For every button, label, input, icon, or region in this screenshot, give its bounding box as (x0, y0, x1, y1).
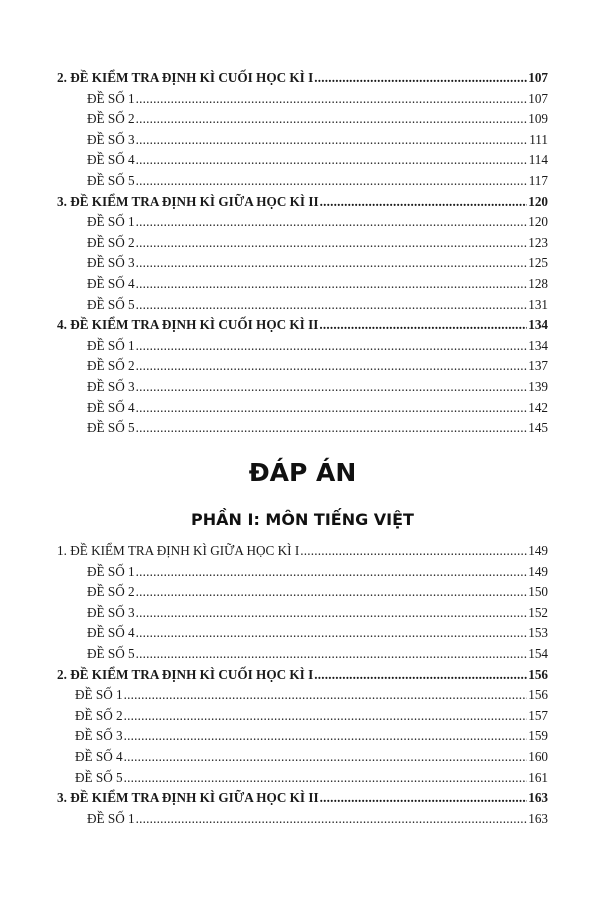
toc-page-number: 163 (528, 810, 548, 826)
toc-entry-label: 3. ĐỀ KIỂM TRA ĐỊNH KÌ GIỮA HỌC KÌ II (57, 193, 319, 209)
toc-entry-label: ĐỀ SỐ 1 (87, 90, 135, 106)
toc-section-entry[interactable] (57, 315, 548, 336)
dot-leader (136, 356, 528, 377)
toc-page-number: 134 (528, 317, 548, 333)
toc-subentry[interactable] (57, 130, 548, 151)
toc-page-number: 161 (528, 769, 548, 785)
dot-leader (136, 336, 528, 357)
dot-leader (124, 768, 528, 789)
toc-page-number: 157 (528, 707, 548, 723)
toc-page-number: 107 (528, 90, 548, 106)
toc-entry-label: ĐỀ SỐ 3 (87, 131, 135, 147)
dot-leader (136, 171, 528, 192)
toc-entry-label: ĐỀ SỐ 3 (87, 604, 135, 620)
toc-list-top (57, 68, 548, 439)
dot-leader (136, 109, 528, 130)
toc-list-answers (57, 541, 548, 829)
toc-page-number: 149 (528, 563, 548, 579)
toc-subentry[interactable] (57, 233, 548, 254)
toc-page-number: 145 (528, 420, 548, 436)
toc-subentry[interactable] (57, 706, 548, 727)
dot-leader (136, 274, 528, 295)
toc-subentry[interactable] (57, 212, 548, 233)
toc-page-number: 137 (528, 358, 548, 374)
toc-page-number: 142 (528, 399, 548, 415)
toc-page-number: 131 (528, 296, 548, 312)
toc-entry-label: ĐỀ SỐ 4 (87, 275, 135, 291)
toc-page-number: 163 (528, 790, 548, 806)
toc-page-number: 123 (528, 234, 548, 250)
dot-leader (136, 418, 528, 439)
dot-leader (314, 68, 527, 89)
toc-subentry[interactable] (57, 768, 548, 789)
toc-subentry[interactable] (57, 562, 548, 583)
dot-leader (319, 315, 527, 336)
dot-leader (124, 706, 528, 727)
toc-subentry[interactable] (57, 726, 548, 747)
toc-entry-label: ĐỀ SỐ 2 (87, 358, 135, 374)
toc-entry-label: 2. ĐỀ KIỂM TRA ĐỊNH KÌ CUỐI HỌC KÌ I (57, 666, 314, 682)
toc-entry-label: ĐỀ SỐ 4 (87, 625, 135, 641)
toc-subentry[interactable] (57, 747, 548, 768)
toc-subentry[interactable] (57, 336, 548, 357)
toc-subentry[interactable] (57, 603, 548, 624)
toc-page-number: 117 (528, 172, 548, 188)
toc-entry-label: 2. ĐỀ KIỂM TRA ĐỊNH KÌ CUỐI HỌC KÌ I (57, 70, 314, 85)
toc-subentry[interactable] (57, 274, 548, 295)
toc-page-number: 107 (528, 70, 548, 85)
toc-page-number: 139 (528, 378, 548, 394)
toc-page-number: 150 (528, 584, 548, 600)
dot-leader (136, 150, 528, 171)
toc-page-number: 152 (528, 604, 548, 620)
answers-title: ĐÁP ÁN (248, 458, 357, 487)
toc-entry-label: ĐỀ SỐ 1 (75, 687, 123, 703)
toc-subentry[interactable] (57, 418, 548, 439)
toc-entry-label: ĐỀ SỐ 3 (75, 728, 123, 744)
toc-entry-label: ĐỀ SỐ 1 (87, 810, 135, 826)
toc-subentry[interactable] (57, 356, 548, 377)
toc-page-number: 153 (528, 625, 548, 641)
dot-leader (136, 809, 528, 830)
toc-page-number: 114 (528, 152, 548, 168)
dot-leader (320, 788, 528, 809)
toc-subentry[interactable] (57, 377, 548, 398)
dot-leader (136, 398, 528, 419)
dot-leader (136, 603, 528, 624)
toc-subentry[interactable] (57, 171, 548, 192)
toc-section-entry[interactable] (57, 665, 548, 686)
toc-page-number: 134 (528, 337, 548, 353)
dot-leader (136, 582, 528, 603)
toc-subentry[interactable] (57, 685, 548, 706)
dot-leader (136, 623, 528, 644)
toc-subentry[interactable] (57, 150, 548, 171)
toc-entry-label: 1. ĐỀ KIỂM TRA ĐỊNH KÌ GIỮA HỌC KÌ I (57, 543, 300, 558)
toc-entry-label: ĐỀ SỐ 2 (87, 111, 135, 127)
toc-page-number: 111 (529, 131, 548, 147)
toc-page-number: 109 (528, 111, 548, 127)
toc-subentry[interactable] (57, 109, 548, 130)
dot-leader (136, 212, 528, 233)
dot-leader (314, 665, 527, 686)
toc-entry-label: ĐỀ SỐ 1 (87, 337, 135, 353)
toc-section-entry[interactable] (57, 541, 548, 562)
toc-entry-label: ĐỀ SỐ 1 (87, 563, 135, 579)
dot-leader (136, 562, 528, 583)
dot-leader (124, 747, 528, 768)
toc-entry-label: ĐỀ SỐ 5 (87, 420, 135, 436)
part-title: PHẦN I: MÔN TIẾNG VIỆT (191, 510, 414, 529)
toc-section-entry[interactable] (57, 192, 548, 213)
dot-leader (136, 130, 529, 151)
dot-leader (136, 295, 528, 316)
toc-entry-label: ĐỀ SỐ 5 (75, 769, 123, 785)
toc-subentry[interactable] (57, 253, 548, 274)
toc-entry-label: ĐỀ SỐ 2 (87, 234, 135, 250)
toc-page-number: 125 (528, 255, 548, 271)
toc-entry-label: ĐỀ SỐ 3 (87, 378, 135, 394)
toc-page-number: 120 (528, 193, 548, 209)
toc-section-entry[interactable] (57, 788, 548, 809)
toc-subentry[interactable] (57, 623, 548, 644)
toc-entry-label: ĐỀ SỐ 5 (87, 645, 135, 661)
toc-page-number: 149 (528, 543, 548, 558)
dot-leader (300, 541, 527, 562)
toc-subentry[interactable] (57, 582, 548, 603)
dot-leader (320, 192, 528, 213)
toc-page-number: 160 (528, 748, 548, 764)
dot-leader (136, 253, 528, 274)
dot-leader (124, 685, 528, 706)
toc-page-number: 156 (528, 666, 548, 682)
toc-section-entry[interactable] (57, 68, 548, 89)
toc-entry-label: ĐỀ SỐ 4 (75, 748, 123, 764)
toc-entry-label: ĐỀ SỐ 2 (87, 584, 135, 600)
toc-subentry[interactable] (57, 89, 548, 110)
toc-entry-label: ĐỀ SỐ 5 (87, 296, 135, 312)
toc-page-number: 120 (528, 214, 548, 230)
toc-entry-label: ĐỀ SỐ 1 (87, 214, 135, 230)
toc-subentry[interactable] (57, 809, 548, 830)
toc-page-number: 156 (528, 687, 548, 703)
toc-subentry[interactable] (57, 398, 548, 419)
toc-entry-label: 3. ĐỀ KIỂM TRA ĐỊNH KÌ GIỮA HỌC KÌ II (57, 790, 319, 806)
dot-leader (136, 233, 528, 254)
toc-page-number: 159 (528, 728, 548, 744)
dot-leader (136, 89, 528, 110)
dot-leader (136, 377, 528, 398)
dot-leader (124, 726, 528, 747)
toc-subentry[interactable] (57, 295, 548, 316)
toc-entry-label: ĐỀ SỐ 4 (87, 152, 135, 168)
dot-leader (136, 644, 528, 665)
toc-page-number: 128 (528, 275, 548, 291)
toc-subentry[interactable] (57, 644, 548, 665)
toc-entry-label: ĐỀ SỐ 2 (75, 707, 123, 723)
toc-entry-label: ĐỀ SỐ 4 (87, 399, 135, 415)
toc-entry-label: ĐỀ SỐ 3 (87, 255, 135, 271)
toc-page-number: 154 (528, 645, 548, 661)
toc-entry-label: ĐỀ SỐ 5 (87, 172, 135, 188)
toc-entry-label: 4. ĐỀ KIỂM TRA ĐỊNH KÌ CUỐI HỌC KÌ II (57, 317, 319, 333)
